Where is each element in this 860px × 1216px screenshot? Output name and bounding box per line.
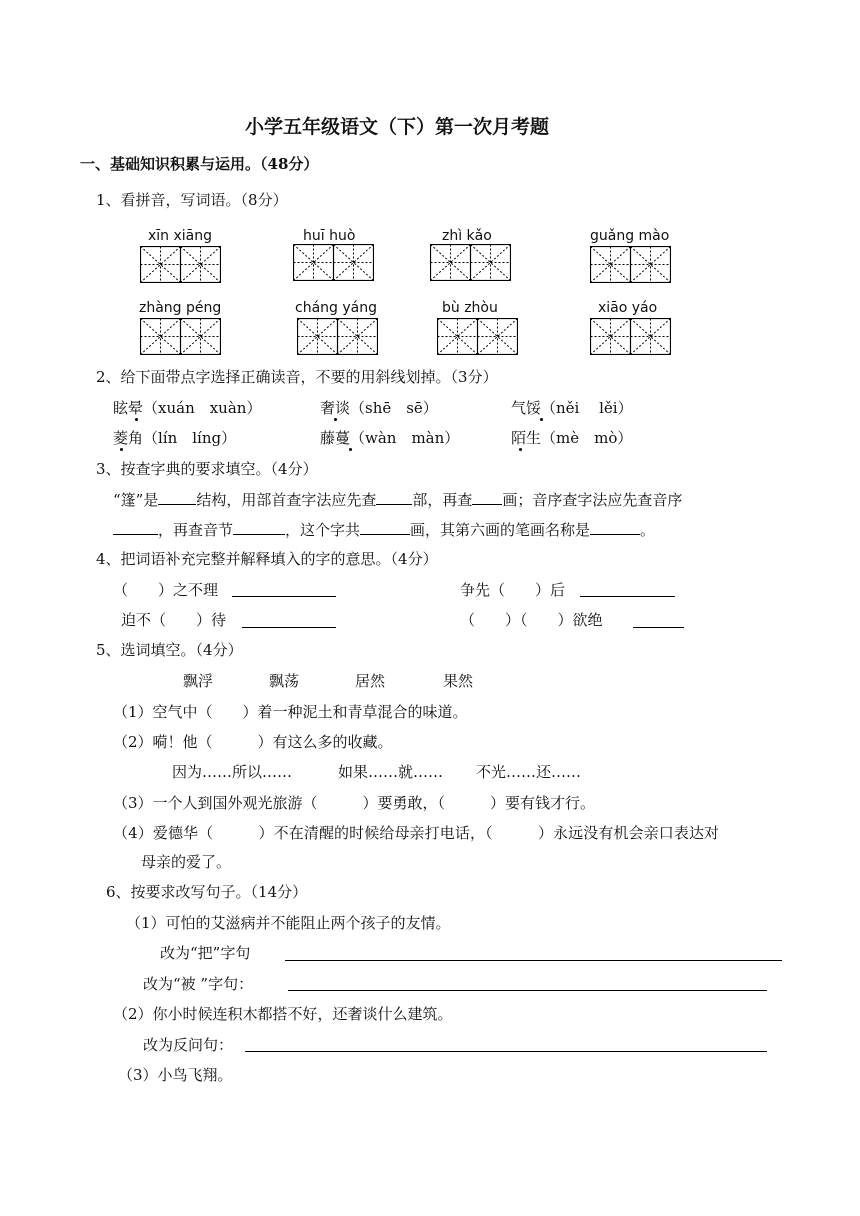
pinyin-label: zhàng péng — [139, 300, 222, 316]
answer-line[interactable] — [245, 1051, 767, 1052]
grid-cell[interactable] — [140, 246, 181, 283]
emphasis-dot — [519, 448, 522, 451]
writing-grid[interactable] — [140, 246, 221, 283]
writing-grid[interactable] — [293, 244, 374, 281]
grid-cell[interactable] — [140, 318, 181, 355]
writing-grid[interactable] — [430, 244, 511, 281]
question-2-heading: 2、给下面带点字选择正确读音，不要的用斜线划掉。（3分） — [96, 368, 498, 386]
rewrite-sentence: （1）可怕的艾滋病并不能阻止两个孩子的友情。 — [126, 914, 451, 932]
answer-line[interactable] — [242, 627, 336, 628]
blank-line[interactable] — [158, 490, 196, 505]
blank-line[interactable] — [376, 490, 412, 505]
word-choice: 如果……就…… — [338, 763, 444, 781]
text: “篷”是 — [113, 491, 159, 509]
grid-cell[interactable] — [337, 318, 378, 355]
dictionary-line-2 — [113, 519, 655, 540]
pinyin-label: xīn xiāng — [148, 228, 213, 244]
text: 画；音序查字法应先查音序 — [502, 491, 683, 509]
idiom-item: （ ）之不理 — [113, 581, 219, 599]
pinyin-label: huī huò — [303, 228, 356, 244]
fill-sentence: （1）空气中（ ）着一种泥土和青草混合的味道。 — [113, 703, 468, 721]
fill-sentence: （3）一个人到国外观光旅游（ ）要勇敢，（ ）要有钱才行。 — [113, 794, 596, 812]
blank-line[interactable] — [360, 520, 410, 535]
question-3-heading: 3、按查字典的要求填空。（4分） — [96, 460, 318, 478]
question-5-heading: 5、选词填空。（4分） — [96, 641, 243, 659]
grid-cell[interactable] — [430, 244, 471, 281]
pinyin-label: bù zhòu — [442, 300, 498, 316]
reading-item: 奢谈（shē sē） — [320, 399, 438, 417]
grid-cell[interactable] — [590, 246, 631, 283]
idiom-item: （ ）（ ）欲绝 — [460, 611, 603, 629]
emphasis-dot — [120, 448, 123, 451]
grid-cell[interactable] — [630, 318, 671, 355]
blank-line[interactable] — [590, 520, 640, 535]
text: 画，其第六画的笔画名称是 — [410, 521, 591, 539]
grid-cell[interactable] — [470, 244, 511, 281]
rewrite-label: 改为“把”字句 — [160, 944, 251, 962]
writing-grid[interactable] — [590, 318, 671, 355]
pinyin-label: xiāo yáo — [598, 300, 658, 316]
answer-line[interactable] — [232, 596, 336, 597]
fill-sentence: （4）爱德华（ ）不在清醒的时候给母亲打电话，（ ）永远没有机会亲口表达对 — [113, 824, 720, 842]
rewrite-sentence: （2）你小时候连积木都搭不好，还奢谈什么建筑。 — [113, 1005, 453, 1023]
text: 结构，用部首查字法应先查 — [196, 491, 377, 509]
blank-line[interactable] — [233, 520, 285, 535]
reading-item: 藤蔓（wàn màn） — [320, 429, 460, 447]
emphasis-dot — [540, 418, 543, 421]
dictionary-line-1 — [113, 489, 682, 510]
writing-grid[interactable] — [140, 318, 221, 355]
answer-line[interactable] — [288, 990, 767, 991]
word-choice: 飘荡 — [269, 672, 300, 690]
grid-cell[interactable] — [590, 318, 631, 355]
emphasis-dot — [334, 418, 337, 421]
word-choice: 不光……还…… — [476, 763, 582, 781]
reading-item: 陌生（mè mò） — [511, 429, 633, 447]
grid-cell[interactable] — [297, 318, 338, 355]
word-choice: 果然 — [443, 672, 474, 690]
text: 部，再查 — [412, 491, 473, 509]
section-heading: 一、基础知识积累与运用。（48分） — [80, 155, 319, 173]
writing-grid[interactable] — [590, 246, 671, 283]
question-6-heading: 6、按要求改写句子。（14分） — [106, 883, 308, 901]
blank-line[interactable] — [472, 490, 502, 505]
grid-cell[interactable] — [333, 244, 374, 281]
idiom-item: 迫不（ ）待 — [121, 611, 227, 629]
grid-cell[interactable] — [180, 246, 221, 283]
idiom-item: 争先（ ）后 — [460, 581, 566, 599]
text: 。 — [640, 521, 656, 539]
grid-cell[interactable] — [477, 318, 518, 355]
writing-grid[interactable] — [437, 318, 518, 355]
question-4-heading: 4、把词语补充完整并解释填入的字的意思。（4分） — [96, 550, 438, 568]
reading-item: 菱角（lín líng） — [113, 429, 237, 447]
rewrite-label: 改为“被 ”字句： — [143, 975, 254, 993]
grid-cell[interactable] — [293, 244, 334, 281]
writing-grid[interactable] — [297, 318, 378, 355]
rewrite-sentence: （3）小鸟飞翔。 — [118, 1066, 233, 1084]
grid-cell[interactable] — [630, 246, 671, 283]
answer-line[interactable] — [580, 596, 675, 597]
word-choice: 居然 — [355, 672, 386, 690]
text: ，再查音节 — [158, 521, 234, 539]
grid-cell[interactable] — [180, 318, 221, 355]
question-1-heading: 1、看拼音，写词语。（8分） — [96, 191, 288, 209]
blank-line[interactable] — [113, 520, 158, 535]
pinyin-label: cháng yáng — [295, 300, 377, 316]
word-choice: 因为……所以…… — [172, 763, 293, 781]
grid-cell[interactable] — [437, 318, 478, 355]
answer-line[interactable] — [285, 960, 782, 961]
emphasis-dot — [349, 448, 352, 451]
pinyin-label: guǎng mào — [590, 228, 670, 244]
fill-sentence-continued: 母亲的爱了。 — [141, 853, 232, 871]
rewrite-label: 改为反问句： — [143, 1036, 234, 1054]
page-title: 小学五年级语文（下）第一次月考题 — [245, 116, 550, 138]
pinyin-label: zhì kǎo — [442, 228, 492, 244]
reading-item: 眩晕（xuán xuàn） — [113, 399, 262, 417]
word-choice: 飘浮 — [183, 672, 214, 690]
emphasis-dot — [135, 418, 138, 421]
fill-sentence: （2）嗬！他（ ）有这么多的收藏。 — [113, 733, 393, 751]
text: ，这个字共 — [285, 521, 361, 539]
reading-item: 气馁（něi lěi） — [511, 399, 633, 417]
answer-line[interactable] — [633, 627, 684, 628]
